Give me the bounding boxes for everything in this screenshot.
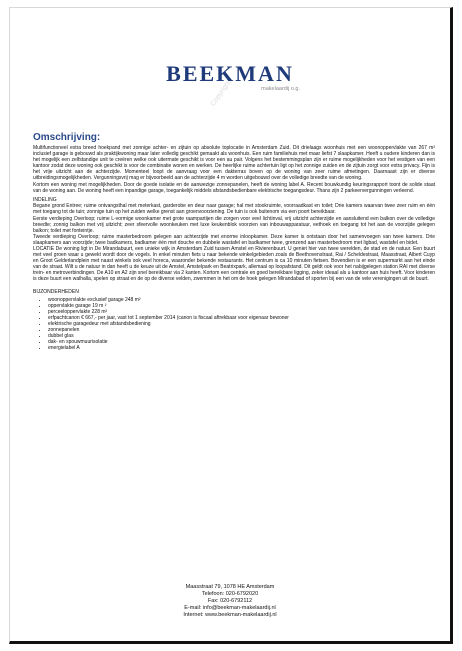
indeling-paragraph: Eerste verdieping Overloop; ruime L-vormige woonkamer met grote raampartijen die zorgen voor veel lichtinval, vrij uitzicht achterzijde en aansluitend een balkon over de volledige breedte; zonnig balkon met vrij uitzicht; zeer sfeervolle woonkeuken met luxe keukenblok voorzien van inbouwapparatuur, eethoek en toegang tot het aan de voorzijde gelegen balkon; toilet met fonteintje. — [33, 215, 435, 234]
list-item: • energielabel A — [48, 345, 435, 351]
copyright-watermark: Copyright — [209, 79, 233, 108]
locatie-paragraph: LOCATIE De woning ligt in De Mirandabuurt, een unieke wijk in Amsterdam Zuid tussen Amstel en Rivierenbuurt. U geniet hier van twee werelden, de stad en de natuur. Een buurt met veel groen waar u gewekt wordt door de vogels. In enkel minuten fiets u naar bekende winkelgebieden zoals de Beethovenstraat, Rai / Scheldestraat, Maasstraat, Albert Cuyp en Groot Gelderlandplein met naast winkels ook veel horeca, waaronder bekende restaurants. Het centrum is ca 10 minuten fietsen. Bovendien is er een supermarkt aan het einde van de straat. Wilt u de natuur in dan heeft u de keuze uit de Amstel, Amstelpark en Beatrixpark, allemaal op loopafstand. Dit geldt ook voor het nabijgelegen station RAI met diverse trein- en metroverbindingen. De A10 en A2 zijn snel bereikbaar via 2 kanten. Kortom een centrale en goed bereikbare ligging, zeker ideaal als u kantoor aan huis heeft. Voor kinderen is deze buurt een walhalla, spelen op straat en de op de diverse velden, zwemmen in het om de hoek gelegen Mirandabad of sporten bij een van de vele verenigingen uit de buurt. — [33, 246, 435, 283]
bijzonderheden-heading: BIJZONDERHEDEN — [33, 288, 79, 295]
footer-phone: Telefoon: 020-6792020 — [201, 590, 259, 597]
indeling-heading: INDELING — [33, 197, 57, 204]
intro-paragraph-2: Kortom een woning met mogelijkheden. Door de goede isolatie en de aanwezige zonnepanelen, heeft de woning label A. Recent bouwkundig keuringsrapport toont de solide staat van de woning aan. De woning heeft een inpandige garage, toegankelijk middels afstandsbedienbare elektrische toegangsdeur. Thans zijn 2 parkeervergunningen verleend. — [33, 181, 435, 194]
list-item: • erfpachtcanon € 667,- per jaar, vast tot 1 september 2014 (canon is fiscaal aftrekbaar voor eigenaar bewoner — [48, 315, 435, 321]
list-item: • elektrische garagedeur met afstandsbediening — [48, 321, 435, 327]
footer-website[interactable]: Internet: www.beekman-makelaardij.nl — [183, 611, 277, 618]
footer-email[interactable]: E-mail: info@beekman-makelaardij.nl — [184, 604, 276, 611]
description-body — [33, 145, 435, 352]
list-item: • zonnepanelen — [48, 327, 435, 333]
intro-paragraph: Multifunctioneel extra breed hoekpand met zonnige achter- en zijtuin op absolute toplocatie in Amsterdam Zuid. Dit drielaags woonhuis met een woonoppervlakte van 267 m² inclusief garage is gebouwd als praktijkwoning maar later volledig geschikt gemaakt als woonhuis. Een ruim familiehuis met maar liefst 7 slaapkamer. Heeft u oudere kinderen dan is het mogelijk een zelfstandige unit te creëren welke ook uitermate geschikt is voor een au pair. Volgens het bestemmingsplan zijn er ruime mogelijkheden voor het vestigen van een kantoor zodat deze woning ook geschikt is voor de combinatie wonen en werken. De heerlijke ruime achtertuin ligt op het zonnige zuiden en de zijtuin zorgt voor extra privacy. Fijn is het vrije uitzicht aan de achterzijde. Momenteel loopt de aanvraag voor een dakterras boven op de woning van zeer ruime afmetingen. Daarnaast zijn er diverse uitbreidingsmogelijkheden. Vergunningsvrij mag er bijvoorbeeld aan de achterzijde 4 m worden uitgebouwd over de volledige breedte van de woning. — [33, 145, 435, 182]
bijzonderheden-list — [33, 297, 435, 352]
brand-name: BEEKMAN — [166, 61, 294, 86]
list-item: • dubbel glas — [48, 333, 435, 339]
list-item: • oppervlakte garage 19 m ² — [48, 303, 435, 309]
contact-footer — [10, 584, 450, 619]
list-item: • dak- en spouwmuurisolatie — [48, 339, 435, 345]
list-item: • woonoppervlakte exclusief garage 248 m² — [48, 297, 435, 303]
indeling-paragraph: Begane grond Entree; ruime ontvangsthal met meterkast, garderobe en deur naar garage; hal met stookruimte, voorraadkast en toilet; Drie kamers waarvan twee zeer ruim en één met toegang tot de tuin; zonnige tuin op het zuiden welke grenst aan groenvoorziening. De tuin is ook buitenom via een poort bereikbaar. — [33, 203, 435, 216]
list-item: • perceeloppervlakte 228 m² — [48, 309, 435, 315]
footer-address: Maasstraat 79, 1078 HE Amsterdam — [185, 584, 275, 590]
indeling-paragraph: Tweede verdieping Overloop; ruime masterbedroom gelegen aan achterzijde met enorme inloopkamer. Deze kamer is ontstaan door het samenvoegen van twee kamers. Drie slaapkamers aan voorzijde; twee badkamers, badkamer één met douche en dubbele wastafel en badkamer twee, grenzend aan masterbedroom met ligbad, wastafel en bidet. — [33, 233, 435, 246]
brand-subtitle: makelaardij o.g. — [261, 86, 300, 92]
beekman-logo — [10, 63, 450, 92]
footer-fax: Fax: 020-6792112 — [207, 597, 253, 604]
section-title: Omschrijving: — [33, 132, 101, 143]
document-page — [9, 7, 453, 644]
